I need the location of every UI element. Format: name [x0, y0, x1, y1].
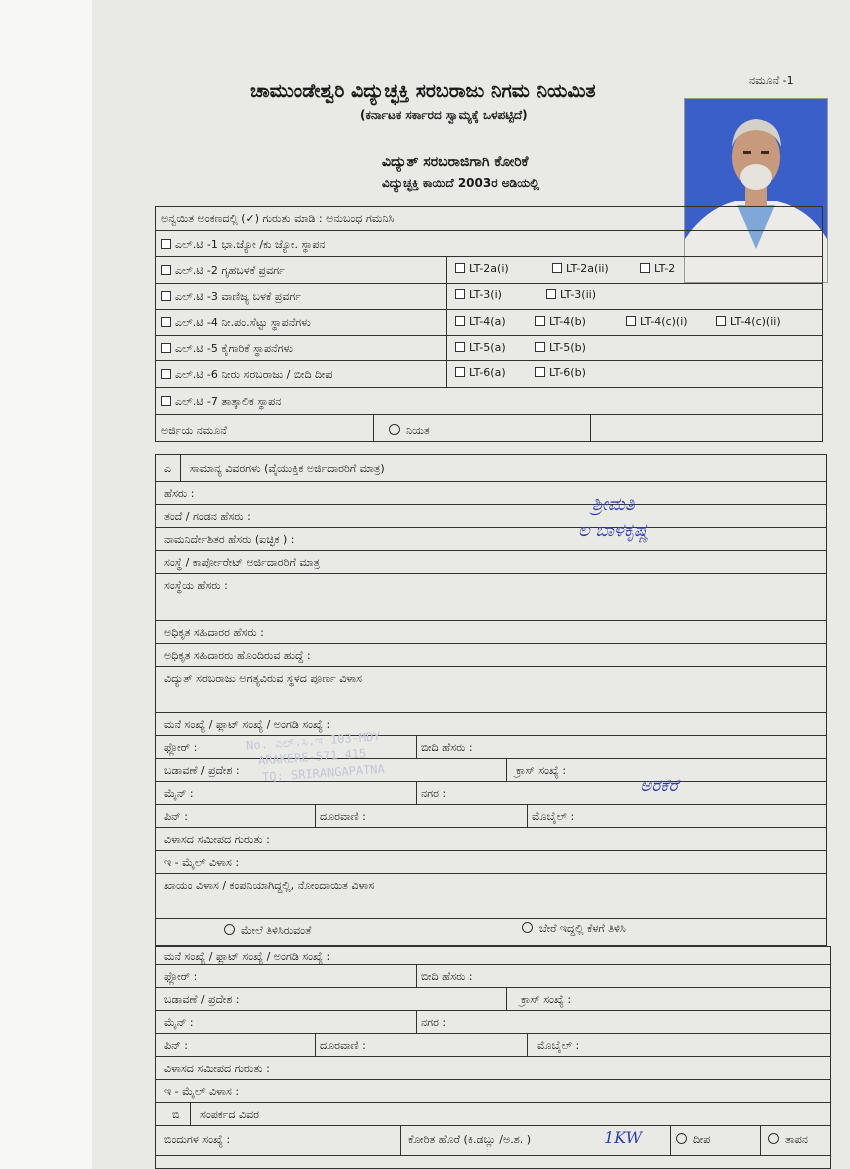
checkbox[interactable]: [535, 367, 545, 377]
option-lt6b[interactable]: [535, 366, 586, 379]
form-number: ನಮೂನೆ -1: [749, 74, 794, 87]
checkbox[interactable]: [161, 265, 171, 275]
tariff-lt1-label: ಎಲ್.ಟಿ -1 ಭಾ.ಜ್ಯೋ /ಕು ಜ್ಯೋ. ಸ್ಥಾಪನ: [175, 238, 326, 251]
tariff-lt6-label: ಎಲ್.ಟಿ -6 ನೀರು ಸರಬರಾಜು / ಬೀದಿ ದೀಪ: [175, 368, 333, 381]
landmark-label: ವಿಳಾಸದ ಸಮೀಪದ ಗುರುತು :: [164, 833, 270, 846]
rubber-stamp-line: TQ: SRIRANGAPATNA: [261, 761, 386, 785]
street-label: ಬೀದಿ ಹೆಸರು :: [421, 741, 473, 754]
option-label: LT-2: [654, 262, 676, 275]
perm-floor-label: ಫ್ಲೋರ್ :: [164, 970, 198, 983]
permanent-address-label: ಖಾಯಂ ವಿಳಾಸ / ಕಂಪನಿಯಾಗಿದ್ದಲ್ಲಿ, ನೋಂದಾಯಿತ ವಿಳಾಸ: [164, 879, 375, 892]
tariff-lt7-label: ಎಲ್.ಟಿ -7 ತಾತ್ಕಾಲಿಕ ಸ್ಥಾಪನ: [175, 395, 282, 408]
radio-button[interactable]: [768, 1133, 779, 1144]
radio-button[interactable]: [676, 1133, 687, 1144]
option-label: LT-6(b): [549, 366, 586, 379]
perm-main-label: ಮೈನ್ :: [164, 1016, 194, 1029]
mobile-label: ಮೊಬೈಲ್ :: [532, 810, 575, 823]
company-subtitle: (ಕರ್ನಾಟಕ ಸರ್ಕಾರದ ಸ್ವಾಮ್ಯಕ್ಕೆ ಒಳಪಟ್ಟಿದೆ): [360, 108, 528, 122]
elsewhere-label: ಬೇರೆ ಇದ್ದಲ್ಲಿ ಕೆಳಗೆ ತಿಳಿಸಿ: [539, 922, 626, 935]
nominee-label: ನಾಮನಿರ್ದೇಶಿತರ ಹೆಸರು (ಐಚ್ಛಿಕ ) :: [164, 533, 295, 546]
option-lt5b[interactable]: [535, 341, 586, 354]
option-label: LT-2a(ii): [566, 262, 609, 275]
section-a-code: ಎ: [164, 462, 172, 475]
radio-button[interactable]: [389, 424, 400, 435]
option-label: LT-3(ii): [560, 288, 596, 301]
main-label: ಮೈನ್ :: [164, 787, 194, 800]
org-name-label: ಸಂಸ್ಥೆಯ ಹೆಸರು :: [164, 579, 228, 592]
checkbox[interactable]: [546, 289, 556, 299]
elsewhere-option[interactable]: [522, 922, 626, 935]
tariff-lt6[interactable]: [161, 368, 332, 381]
handwritten-load: 1KW: [604, 1128, 643, 1147]
section-b-code: ಬಿ: [172, 1108, 180, 1121]
tariff-lt2[interactable]: [161, 264, 285, 277]
perm-cross-label: ಕ್ರಾಸ್ ಸಂಖ್ಯೆ :: [521, 993, 572, 1006]
option-label: LT-4(b): [549, 315, 586, 328]
left-margin-strip: [0, 0, 92, 1169]
option-lt5a[interactable]: [455, 341, 506, 354]
checkbox[interactable]: [161, 317, 171, 327]
option-label: LT-4(c)(ii): [730, 315, 781, 328]
option-label: LT-5(a): [469, 341, 506, 354]
name-label: ಹೆಸರು :: [164, 487, 195, 500]
tariff-lt5-label: ಎಲ್.ಟಿ -5 ಕೈಗಾರಿಕೆ ಸ್ಥಾಪನೆಗಳು: [175, 342, 294, 355]
tariff-lt2-label: ಎಲ್.ಟಿ -2 ಗೃಹಬಳಕೆ ಪ್ರವರ್ಗ: [175, 264, 285, 277]
radio-button[interactable]: [522, 922, 533, 933]
option-label: LT-3(i): [469, 288, 502, 301]
perm-house-no-label: ಮನೆ ಸಂಖ್ಯೆ / ಫ್ಲಾಟ್ ಸಂಖ್ಯೆ / ಅಂಗಡಿ ಸಂಖ್ಯೆ :: [164, 950, 331, 963]
section-b-title: ಸಂಪರ್ಕದ ವಿವರ: [200, 1108, 259, 1121]
handwritten-city: ಅರಕೆರೆ: [640, 776, 679, 796]
checkbox[interactable]: [535, 316, 545, 326]
authorized-post-label: ಅಧಿಕೃತ ಸಹಿದಾರರು ಹೊಂದಿರುವ ಹುದ್ದೆ :: [164, 649, 311, 662]
handwritten-name-line1: ಶ್ರೀಮತಿ: [592, 494, 635, 515]
perm-email-label: ಇ - ಮೈಲ್ ವಿಳಾಸ :: [164, 1085, 240, 1098]
perm-landmark-label: ವಿಳಾಸದ ಸಮೀಪದ ಗುರುತು :: [164, 1062, 270, 1075]
email-label: ಇ - ಮೈಲ್ ವಿಳಾಸ :: [164, 856, 240, 869]
perm-phone-label: ದೂರವಾಣಿ :: [320, 1039, 366, 1052]
checkbox[interactable]: [455, 289, 465, 299]
option-lt4a[interactable]: [455, 315, 506, 328]
heater-label: ತಾಪನ: [785, 1133, 808, 1146]
checkbox[interactable]: [455, 263, 465, 273]
checkbox[interactable]: [455, 342, 465, 352]
authorized-name-label: ಅಧಿಕೃತ ಸಹಿದಾರರ ಹೆಸರು :: [164, 626, 264, 639]
light-label: ದೀಪ: [693, 1133, 711, 1146]
option-lt4cii[interactable]: [716, 315, 781, 328]
points-label: ಬಿಂದುಗಳ ಸಂಖ್ಯೆ :: [164, 1133, 231, 1146]
option-label: LT-5(b): [549, 341, 586, 354]
supply-address-label: ವಿದ್ಯುತ್ ಸರಬರಾಜು ಅಗತ್ಯವಿರುವ ಸ್ಥಳದ ಪೂರ್ಣ ವಿಳಾಸ: [164, 672, 362, 685]
checkbox[interactable]: [161, 396, 171, 406]
tariff-lt4[interactable]: [161, 316, 311, 329]
same-as-above-option[interactable]: [224, 924, 311, 937]
load-label: ಕೋರಿತ ಹೊರೆ (ಕಿ.ಡಬ್ಲು /ಅ.ಶ. ): [408, 1133, 532, 1146]
request-title: ವಿದ್ಯುತ್ ಸರಬರಾಜಿಗಾಗಿ ಕೋರಿಕೆ: [382, 154, 529, 170]
option-label: LT-2a(i): [469, 262, 509, 275]
checkbox[interactable]: [455, 367, 465, 377]
tariff-lt5[interactable]: [161, 342, 293, 355]
perm-street-label: ಬೀದಿ ಹೆಸರು :: [421, 970, 473, 983]
tariff-instruction: ಅನ್ವಯಿತ ಅಂಕಣದಲ್ಲಿ (✓) ಗುರುತು ಮಾಡಿ : ಅನುಬಂಧ ಗಮನಿಸಿ: [161, 212, 395, 225]
area-label: ಬಡಾವಣೆ / ಪ್ರದೇಶ :: [164, 764, 240, 777]
option-lt4b[interactable]: [535, 315, 586, 328]
house-no-label: ಮನೆ ಸಂಖ್ಯೆ / ಫ್ಲಾಟ್ ಸಂಖ್ಯೆ / ಅಂಗಡಿ ಸಂಖ್ಯೆ :: [164, 718, 331, 731]
city-label: ನಗರ :: [421, 787, 447, 800]
checkbox[interactable]: [640, 263, 650, 273]
heater-option[interactable]: [768, 1133, 808, 1146]
option-label: LT-6(a): [469, 366, 506, 379]
pin-label: ಪಿನ್ :: [164, 810, 188, 823]
tariff-lt4-label: ಎಲ್.ಟಿ -4 ನೀ.ಪಂ.ಸೆಟ್ಟು ಸ್ಥಾಪನೆಗಳು: [175, 316, 311, 329]
checkbox[interactable]: [161, 239, 171, 249]
tariff-lt1[interactable]: [161, 238, 326, 251]
application-type-label: ಅರ್ಜಿಯ ನಮೂನೆ: [161, 424, 227, 437]
perm-mobile-label: ಮೊಬೈಲ್ :: [537, 1039, 580, 1052]
checkbox[interactable]: [535, 342, 545, 352]
same-as-above-label: ಮೇಲೆ ತಿಳಿಸಿರುವಂತೆ: [241, 924, 312, 937]
phone-label: ದೂರವಾಣಿ :: [320, 810, 366, 823]
act-title: ವಿದ್ಯುಚ್ಛಕ್ತಿ ಕಾಯಿದೆ 2003ರ ಅಡಿಯಲ್ಲಿ: [382, 176, 540, 190]
option-lt2ai[interactable]: [455, 262, 509, 275]
perm-city-label: ನಗರ :: [421, 1016, 447, 1029]
option-lt3i[interactable]: [455, 288, 502, 301]
option-lt2aii[interactable]: [552, 262, 609, 275]
cross-label: ಕ್ರಾಸ್ ಸಂಖ್ಯೆ :: [516, 764, 567, 777]
perm-area-label: ಬಡಾವಣೆ / ಪ್ರದೇಶ :: [164, 993, 240, 1006]
handwritten-name-line2: ಲ ಬಾಳಕೃಷ್ಣ: [578, 520, 649, 541]
rubber-stamp-line: ARAKERE-571 415: [257, 746, 367, 768]
application-type-value: ನಿಯತ: [406, 424, 430, 437]
rubber-stamp-line: No. ಎಲ್.ಸಿ.ಇ 103-MDY: [245, 729, 381, 753]
option-label: LT-4(a): [469, 315, 506, 328]
father-husband-label: ತಂದೆ / ಗಂಡನ ಹೆಸರು :: [164, 510, 251, 523]
checkbox[interactable]: [455, 316, 465, 326]
checkbox[interactable]: [716, 316, 726, 326]
tariff-lt3[interactable]: [161, 290, 301, 303]
application-type-regular[interactable]: [389, 424, 430, 437]
option-lt6a[interactable]: [455, 366, 506, 379]
floor-label: ಫ್ಲೋರ್ :: [164, 741, 198, 754]
checkbox[interactable]: [552, 263, 562, 273]
tariff-lt3-label: ಎಲ್.ಟಿ -3 ವಾಣಿಜ್ಯ ಬಳಕೆ ಪ್ರವರ್ಗ: [175, 290, 302, 303]
checkbox[interactable]: [626, 316, 636, 326]
radio-button[interactable]: [224, 924, 235, 935]
option-lt2b[interactable]: [640, 262, 675, 275]
perm-pin-label: ಪಿನ್ :: [164, 1039, 188, 1052]
option-label: LT-4(c)(i): [640, 315, 688, 328]
checkbox[interactable]: [161, 343, 171, 353]
company-title: ಚಾಮುಂಡೇಶ್ವರಿ ವಿದ್ಯುಚ್ಛಕ್ತಿ ಸರಬರಾಜು ನಿಗಮ ನಿಯಮಿತ: [250, 80, 596, 102]
light-option[interactable]: [676, 1133, 710, 1146]
option-lt3ii[interactable]: [546, 288, 596, 301]
tariff-lt7[interactable]: [161, 395, 281, 408]
option-lt4ci[interactable]: [626, 315, 688, 328]
section-a-title: ಸಾಮಾನ್ಯ ವಿವರಗಳು (ವೈಯುಕ್ತಿಕ ಅರ್ಜಿದಾರರಿಗೆ ಮಾತ್ರ): [190, 462, 385, 475]
checkbox[interactable]: [161, 291, 171, 301]
checkbox[interactable]: [161, 369, 171, 379]
corporate-label: ಸಂಸ್ಥೆ / ಕಾರ್ಪೋರೇಟ್ ಅರ್ಜಿದಾರರಿಗೆ ಮಾತ್ರ: [164, 556, 320, 569]
